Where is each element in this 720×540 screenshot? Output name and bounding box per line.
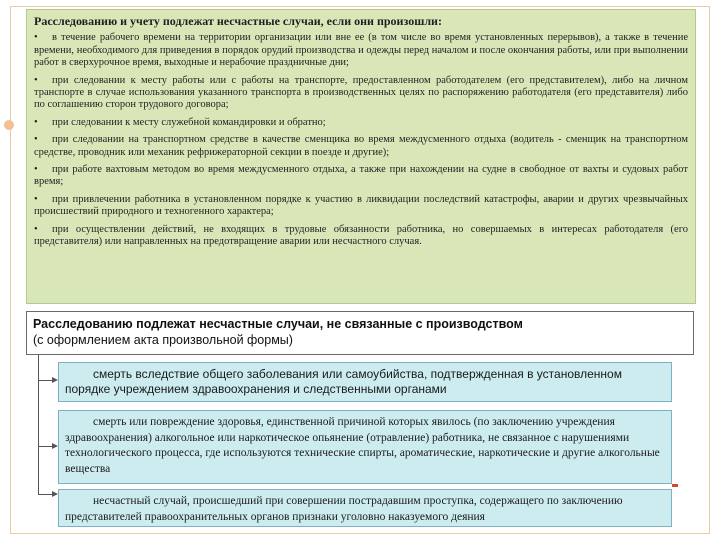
connector-arrow: [38, 446, 52, 447]
condition-item: • при работе вахтовым методом во время междусменного отдыха, а также при нахождении на судне в свободное от вахты и судовых работ время;: [34, 164, 688, 188]
condition-item: • при следовании к месту работы или с работы на транспорте, предоставленном работодателем (его представителем), либо на личном транспорте в случае использования указанного транспорта в производственных целях по распоряжению работодателя (его представителя) либо по соглашению сторон трудового договора;: [34, 74, 688, 111]
connector-arrow: [38, 494, 52, 495]
connector-line: [38, 355, 39, 494]
conditions-title: Расследованию и учету подлежат несчастные случаи, если они произошли:: [34, 14, 442, 28]
case-box-disease: смерть вследствие общего заболевания или самоубийства, подтвержденная в установленном порядке учреждением здравоохранения и следственными органами: [58, 362, 672, 402]
conditions-box: [26, 9, 696, 304]
case-box-offense: несчастный случай, происшедший при совершении пострадавшим проступка, содержащего по заключению представителей правоохранительных органов признаки уголовно наказуемого деяния: [58, 489, 672, 527]
non-production-title: Расследованию подлежат несчастные случаи, не связанные с производством: [33, 317, 523, 331]
non-production-subtitle: (с оформлением акта произвольной формы): [33, 333, 293, 347]
decorative-dot: [4, 120, 14, 130]
condition-item: • при следовании к месту служебной командировки и обратно;: [34, 116, 326, 128]
condition-item: • при осуществлении действий, не входящих в трудовые обязанности работника, но совершаемых в интересах работодателя (его представителя) или направленных на предотвращение аварии или несчастного случая.: [34, 223, 688, 248]
condition-item: • при следовании на транспортном средстве в качестве сменщика во время междусменного отдыха (водитель - сменщик на транспортном средстве, проводник или механик рефрижераторной секции в поезде и другие);: [34, 134, 688, 158]
condition-item: • при привлечении работника в установленном порядке к участию в ликвидации последствий катастрофы, аварии и других чрезвычайных происшествий природного и техногенного характера;: [34, 193, 688, 218]
non-production-heading-box: [26, 311, 694, 355]
connector-arrow: [38, 380, 52, 381]
case-box-intoxication: смерть или повреждение здоровья, единственной причиной которых явилось (по заключению учреждения здравоохранения) алкогольное или наркотическое опьянение (отравление) работника, не связанное с нарушениями технологического процесса, где используются технические спирты, ароматические, наркотические и другие алкогольные вещества: [58, 410, 672, 484]
condition-item: • в течение рабочего времени на территории организации или вне ее (в том числе во время установленных перерывов), а также в течение времени, необходимого для приведения в порядок орудий производства и одежды перед началом и после окончания работы, или при выполнении работ в сверхурочное время, выходные и нерабочие праздничные дни;: [34, 32, 688, 69]
red-mark: [672, 484, 678, 487]
